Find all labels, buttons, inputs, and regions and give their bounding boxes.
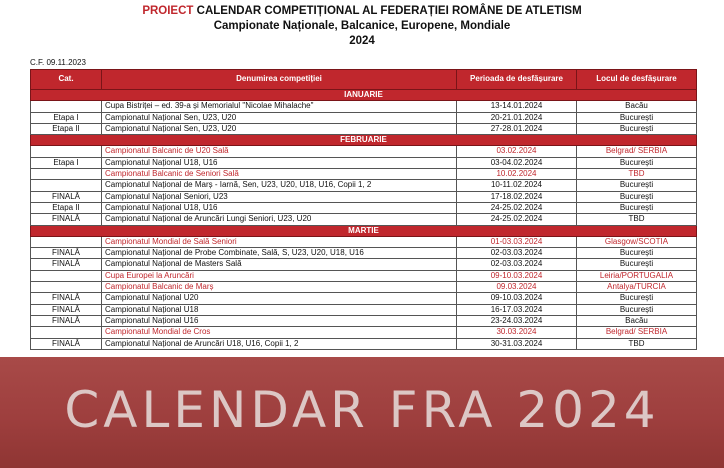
- period-cell: 10-11.02.2024: [457, 180, 577, 191]
- event-name-cell: Campionatul Național U20: [102, 293, 457, 304]
- event-name-cell: Campionatul Mondial de Cros: [102, 327, 457, 338]
- event-name-cell: Campionatul Balcanic de U20 Sală: [102, 146, 457, 157]
- event-name-cell: Campionatul Național de Probe Combinate, Sală, S, U23, U20, U18, U16: [102, 248, 457, 259]
- table-row: [31, 214, 697, 225]
- cf-date: C.F. 09.11.2023: [30, 58, 86, 67]
- event-name-cell: Campionatul Național Seniori, U23: [102, 191, 457, 202]
- location-cell: Belgrad/ SERBIA: [577, 327, 697, 338]
- calendar-body: [31, 90, 697, 350]
- column-header-period: Perioada de desfășurare: [457, 70, 577, 90]
- event-name-cell: Campionatul Balcanic de Marș: [102, 282, 457, 293]
- period-cell: 02-03.03.2024: [457, 248, 577, 259]
- document-title: [0, 4, 724, 19]
- table-row: [31, 259, 697, 270]
- table-header-row: [31, 70, 697, 90]
- category-cell: FINALĂ: [31, 315, 102, 326]
- title-main: CALENDAR COMPETIȚIONAL AL FEDERAȚIEI ROMÂNE DE ATLETISM: [193, 5, 582, 17]
- location-cell: Bacău: [577, 315, 697, 326]
- category-cell: [31, 146, 102, 157]
- event-name-cell: Campionatul Național de Marș - Iarnă, Sen, U23, U20, U18, U16, Copii 1, 2: [102, 180, 457, 191]
- period-cell: 02-03.03.2024: [457, 259, 577, 270]
- table-row: [31, 123, 697, 134]
- period-cell: 27-28.01.2024: [457, 123, 577, 134]
- month-label: IANUARIE: [31, 90, 697, 101]
- category-cell: [31, 282, 102, 293]
- location-cell: București: [577, 304, 697, 315]
- location-cell: București: [577, 157, 697, 168]
- month-label: FEBRUARIE: [31, 135, 697, 146]
- period-cell: 24-25.02.2024: [457, 202, 577, 213]
- location-cell: București: [577, 248, 697, 259]
- document-year: 2024: [349, 35, 375, 47]
- table-row: [31, 101, 697, 112]
- table-row: [31, 202, 697, 213]
- period-cell: 09-10.03.2024: [457, 293, 577, 304]
- period-cell: 10.02.2024: [457, 169, 577, 180]
- table-row: [31, 270, 697, 281]
- event-name-cell: Campionatul Național U16: [102, 315, 457, 326]
- event-name-cell: Campionatul Național U18, U16: [102, 157, 457, 168]
- category-cell: Etapa I: [31, 157, 102, 168]
- table-row: [31, 304, 697, 315]
- category-cell: [31, 169, 102, 180]
- location-cell: București: [577, 259, 697, 270]
- category-cell: FINALĂ: [31, 293, 102, 304]
- calendar-table: [30, 69, 697, 350]
- period-cell: 13-14.01.2024: [457, 101, 577, 112]
- column-header-cat: Cat.: [31, 70, 102, 90]
- document-header: [0, 4, 724, 49]
- table-row: [31, 293, 697, 304]
- table-row: [31, 338, 697, 349]
- category-cell: [31, 101, 102, 112]
- month-label: MARTIE: [31, 225, 697, 236]
- period-cell: 20-21.01.2024: [457, 112, 577, 123]
- event-name-cell: Campionatul Național Sen, U23, U20: [102, 123, 457, 134]
- period-cell: 16-17.03.2024: [457, 304, 577, 315]
- location-cell: Belgrad/ SERBIA: [577, 146, 697, 157]
- category-cell: FINALĂ: [31, 191, 102, 202]
- period-cell: 03.02.2024: [457, 146, 577, 157]
- period-cell: 03-04.02.2024: [457, 157, 577, 168]
- location-cell: București: [577, 112, 697, 123]
- period-cell: 09-10.03.2024: [457, 270, 577, 281]
- category-cell: FINALĂ: [31, 338, 102, 349]
- table-row: [31, 315, 697, 326]
- event-name-cell: Campionatul Național U18: [102, 304, 457, 315]
- table-row: [31, 146, 697, 157]
- period-cell: 23-24.03.2024: [457, 315, 577, 326]
- event-name-cell: Campionatul Național de Masters Sală: [102, 259, 457, 270]
- category-cell: FINALĂ: [31, 304, 102, 315]
- category-cell: [31, 180, 102, 191]
- location-cell: TBD: [577, 338, 697, 349]
- period-cell: 24-25.02.2024: [457, 214, 577, 225]
- period-cell: 17-18.02.2024: [457, 191, 577, 202]
- period-cell: 01-03.03.2024: [457, 236, 577, 247]
- month-row-ianuarie: [31, 90, 697, 101]
- table-row: [31, 327, 697, 338]
- document-subtitle: Campionate Naționale, Balcanice, Europene, Mondiale: [213, 20, 511, 32]
- table-row: [31, 236, 697, 247]
- category-cell: [31, 236, 102, 247]
- location-cell: București: [577, 123, 697, 134]
- event-name-cell: Campionatul Mondial de Sală Seniori: [102, 236, 457, 247]
- category-cell: [31, 270, 102, 281]
- location-cell: TBD: [577, 169, 697, 180]
- column-header-name: Denumirea competiției: [102, 70, 457, 90]
- location-cell: București: [577, 293, 697, 304]
- table-row: [31, 248, 697, 259]
- location-cell: București: [577, 202, 697, 213]
- category-cell: FINALĂ: [31, 214, 102, 225]
- event-name-cell: Campionatul Balcanic de Seniori Sală: [102, 169, 457, 180]
- banner-title: CALENDAR FRA 2024: [64, 381, 660, 439]
- category-cell: FINALĂ: [31, 248, 102, 259]
- title-prefix: PROIECT: [142, 5, 194, 17]
- table-row: [31, 282, 697, 293]
- table-row: [31, 157, 697, 168]
- location-cell: Leiria/PORTUGALIA: [577, 270, 697, 281]
- category-cell: Etapa I: [31, 112, 102, 123]
- column-header-location: Locul de desfășurare: [577, 70, 697, 90]
- table-row: [31, 191, 697, 202]
- event-name-cell: Campionatul Național de Aruncări Lungi Seniori, U23, U20: [102, 214, 457, 225]
- category-cell: Etapa II: [31, 202, 102, 213]
- table-row: [31, 180, 697, 191]
- event-name-cell: Cupa Europei la Aruncări: [102, 270, 457, 281]
- category-cell: FINALĂ: [31, 259, 102, 270]
- location-cell: TBD: [577, 214, 697, 225]
- period-cell: 09.03.2024: [457, 282, 577, 293]
- location-cell: București: [577, 180, 697, 191]
- event-name-cell: Campionatul Național Sen, U23, U20: [102, 112, 457, 123]
- month-row-martie: [31, 225, 697, 236]
- period-cell: 30-31.03.2024: [457, 338, 577, 349]
- event-name-cell: Cupa Bistriței – ed. 39-a și Memorialul "Nicolae Mihalache": [102, 101, 457, 112]
- category-cell: Etapa II: [31, 123, 102, 134]
- event-name-cell: Campionatul Național U18, U16: [102, 202, 457, 213]
- event-name-cell: Campionatul Național de Aruncări U18, U16, Copii 1, 2: [102, 338, 457, 349]
- location-cell: Antalya/TURCIA: [577, 282, 697, 293]
- period-cell: 30.03.2024: [457, 327, 577, 338]
- table-row: [31, 112, 697, 123]
- category-cell: [31, 327, 102, 338]
- location-cell: Glasgow/SCOTIA: [577, 236, 697, 247]
- month-row-februarie: [31, 135, 697, 146]
- calendar-banner: [0, 357, 724, 468]
- location-cell: București: [577, 191, 697, 202]
- table-row: [31, 169, 697, 180]
- location-cell: Bacău: [577, 101, 697, 112]
